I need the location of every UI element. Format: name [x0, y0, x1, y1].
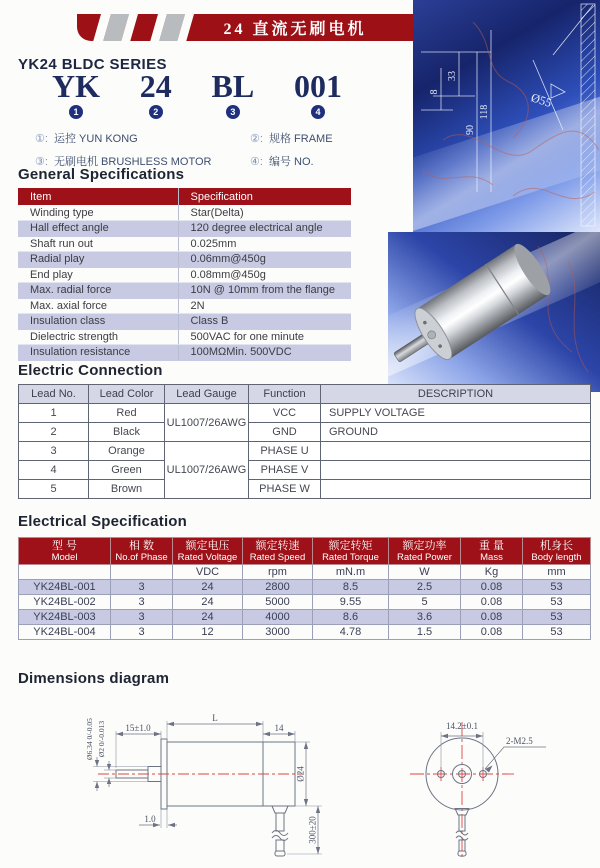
value-cell: 8.5: [313, 580, 389, 595]
column-header: 额定电压 Rated Voltage: [173, 538, 243, 565]
spec-item: Hall effect angle: [18, 221, 178, 237]
table-header-row: [18, 188, 351, 205]
dim-body-dia: Ø24: [295, 766, 306, 782]
dimensions-drawing: [0, 695, 600, 868]
column-header: 机身长 Body length: [523, 538, 591, 565]
value-cell: 2800: [243, 580, 313, 595]
column-header: Lead Color: [89, 385, 165, 404]
motor-spec-row: [19, 595, 591, 610]
value-cell: 8.6: [313, 610, 389, 625]
decor-dim-label: 33: [447, 71, 458, 81]
general-spec-row: [18, 298, 351, 314]
unit-cell: mN.m: [313, 565, 389, 580]
column-header: 型 号 Model: [19, 538, 111, 565]
value-cell: 53: [523, 625, 591, 640]
lead-function: PHASE W: [249, 480, 321, 499]
legend-number: ②:: [250, 133, 263, 145]
value-cell: 53: [523, 610, 591, 625]
column-header: Function: [249, 385, 321, 404]
model-cell: YK24BL-003: [19, 610, 111, 625]
decor-dim-label: Ø55: [529, 90, 554, 110]
legend-number: ①:: [35, 133, 48, 145]
model-part: [212, 70, 255, 119]
column-header: Lead Gauge: [165, 385, 249, 404]
dim-body-length: L: [212, 713, 218, 723]
spec-value: Class B: [178, 314, 351, 330]
model-part: [52, 70, 100, 119]
legend-item: [35, 130, 250, 146]
legend-number: ④:: [250, 156, 263, 168]
motor-spec-row: [19, 625, 591, 640]
lead-function: GND: [249, 423, 321, 442]
motor-spec-row: [19, 610, 591, 625]
spec-value: Star(Delta): [178, 205, 351, 221]
decor-dim-label: 118: [479, 104, 490, 120]
electric-connection-table: [18, 384, 591, 499]
lead-no: 1: [19, 404, 89, 423]
legend-en: BRUSHLESS MOTOR: [101, 156, 212, 168]
spec-value: 120 degree electrical angle: [178, 221, 351, 237]
general-spec-row: [18, 345, 351, 361]
legend-en: NO.: [294, 156, 314, 168]
spec-value: 0.06mm@450g: [178, 252, 351, 268]
column-header: Item: [18, 188, 178, 205]
legend-item: [250, 130, 395, 146]
column-header: Lead No.: [19, 385, 89, 404]
column-header: 相 数 No.of Phase: [111, 538, 173, 565]
lead-no: 3: [19, 442, 89, 461]
value-cell: 3: [111, 580, 173, 595]
model-part-text: BL: [211, 68, 255, 104]
general-specifications-heading: General Specifications: [18, 166, 185, 183]
legend-cn: 运控: [53, 133, 76, 145]
dim-shaft-length: 15±1.0: [125, 723, 151, 733]
value-cell: 24: [173, 595, 243, 610]
lead-no: 2: [19, 423, 89, 442]
column-header: DESCRIPTION: [321, 385, 591, 404]
table-header-row: [19, 538, 591, 565]
value-cell: 3: [111, 625, 173, 640]
unit-cell: rpm: [243, 565, 313, 580]
lead-color: Green: [89, 461, 165, 480]
value-cell: 0.08: [461, 625, 523, 640]
lead-description: [321, 442, 591, 461]
dimensions-heading: Dimensions diagram: [18, 670, 170, 687]
spec-value: 2N: [178, 298, 351, 314]
motor-photo: [388, 232, 600, 392]
blueprint-drawing: [413, 0, 600, 232]
value-cell: 3: [111, 595, 173, 610]
model-cell: YK24BL-002: [19, 595, 111, 610]
dim-rear-length: 14: [274, 723, 284, 733]
spec-item: Max. radial force: [18, 283, 178, 299]
spec-item: Max. axial force: [18, 298, 178, 314]
spec-item: Shaft run out: [18, 236, 178, 252]
motor-photo-drawing: [388, 232, 600, 392]
model-code: [52, 70, 342, 119]
dim-shaft-dia-large: Ø6.34 0/-0.05: [85, 718, 94, 760]
general-spec-row: [18, 283, 351, 299]
lead-color: Red: [89, 404, 165, 423]
model-cell: YK24BL-004: [19, 625, 111, 640]
column-header: 额定功率 Rated Power: [389, 538, 461, 565]
dim-mounting-holes: 2-M2.5: [506, 736, 533, 746]
lead-function: VCC: [249, 404, 321, 423]
unit-cell: [19, 565, 111, 580]
lead-color: Orange: [89, 442, 165, 461]
general-specifications-table: [18, 188, 351, 361]
value-cell: 1.5: [389, 625, 461, 640]
spec-value: 100MΩMin. 500VDC: [178, 345, 351, 361]
value-cell: 9.55: [313, 595, 389, 610]
spec-item: Dielectric strength: [18, 329, 178, 345]
general-spec-row: [18, 205, 351, 221]
spec-item: Winding type: [18, 205, 178, 221]
value-cell: 3.6: [389, 610, 461, 625]
dim-shaft-dia-small: Ø2 0/-0.013: [97, 720, 106, 758]
model-badge: 3: [226, 105, 240, 119]
dim-flange-thickness: 1.0: [144, 814, 156, 824]
legend-cn: 规格: [268, 133, 291, 145]
dim-hole-spacing: 14.2±0.1: [446, 721, 478, 731]
spec-value: 0.08mm@450g: [178, 267, 351, 283]
page-banner: [77, 14, 413, 41]
value-cell: 2.5: [389, 580, 461, 595]
decor-dim-label: 90: [465, 125, 476, 135]
general-spec-row: [18, 314, 351, 330]
electric-connection-heading: Electric Connection: [18, 362, 163, 379]
lead-row: [19, 480, 591, 499]
model-badge: 2: [149, 105, 163, 119]
model-badge: 1: [69, 105, 83, 119]
table-header-row: [19, 385, 591, 404]
lead-function: PHASE U: [249, 442, 321, 461]
value-cell: 0.08: [461, 580, 523, 595]
lead-no: 5: [19, 480, 89, 499]
spec-value: 10N @ 10mm from the flange: [178, 283, 351, 299]
column-header: 额定转速 Rated Speed: [243, 538, 313, 565]
model-part-text: 001: [293, 68, 342, 104]
value-cell: 24: [173, 580, 243, 595]
model-part-text: YK: [52, 68, 100, 104]
motor-spec-row: [19, 580, 591, 595]
value-cell: 0.08: [461, 610, 523, 625]
spec-item: Insulation resistance: [18, 345, 178, 361]
unit-cell: mm: [523, 565, 591, 580]
units-row: [19, 565, 591, 580]
value-cell: 5000: [243, 595, 313, 610]
general-spec-row: [18, 221, 351, 237]
column-header: 额定转矩 Rated Torque: [313, 538, 389, 565]
model-cell: YK24BL-001: [19, 580, 111, 595]
series-title: YK24 BLDC SERIES: [18, 56, 167, 73]
lead-row: [19, 404, 591, 423]
model-legend: [35, 130, 395, 169]
lead-description: [321, 480, 591, 499]
lead-gauge: UL1007/26AWG: [165, 442, 249, 499]
legend-cn: 编号: [268, 156, 291, 168]
model-part: [140, 70, 172, 119]
lead-function: PHASE V: [249, 461, 321, 480]
lead-description: SUPPLY VOLTAGE: [321, 404, 591, 423]
spec-item: Insulation class: [18, 314, 178, 330]
lead-row: [19, 423, 591, 442]
blueprint-decor-panel: [413, 0, 600, 232]
value-cell: 53: [523, 580, 591, 595]
unit-cell: Kg: [461, 565, 523, 580]
lead-color: Black: [89, 423, 165, 442]
dimension-labels: [85, 713, 533, 844]
lead-description: [321, 461, 591, 480]
spec-value: 500VAC for one minute: [178, 329, 351, 345]
dimension-lines: [97, 724, 546, 854]
value-cell: 4.78: [313, 625, 389, 640]
lead-color: Brown: [89, 480, 165, 499]
general-spec-row: [18, 236, 351, 252]
general-spec-row: [18, 329, 351, 345]
lead-gauge: UL1007/26AWG: [165, 404, 249, 442]
unit-cell: VDC: [173, 565, 243, 580]
general-spec-row: [18, 267, 351, 283]
legend-number: ③:: [35, 156, 48, 168]
legend-en: YUN KONG: [79, 133, 138, 145]
value-cell: 4000: [243, 610, 313, 625]
model-part-text: 24: [139, 68, 172, 104]
value-cell: 53: [523, 595, 591, 610]
column-header: 重 量 Mass: [461, 538, 523, 565]
legend-cn: 无刷电机: [53, 156, 98, 168]
value-cell: 3: [111, 610, 173, 625]
lead-row: [19, 461, 591, 480]
legend-item: [250, 153, 395, 169]
value-cell: 12: [173, 625, 243, 640]
decor-dim-label: 8: [429, 89, 440, 95]
electrical-specification-heading: Electrical Specification: [18, 513, 188, 530]
extension-lines: [93, 721, 483, 854]
banner-title: 24 直流无刷电机: [223, 21, 367, 38]
value-cell: 5: [389, 595, 461, 610]
dim-wire-length: 300±20: [307, 816, 318, 844]
model-badge: 4: [311, 105, 325, 119]
spec-value: 0.025mm: [178, 236, 351, 252]
unit-cell: [111, 565, 173, 580]
electrical-specification-table: [18, 537, 591, 640]
value-cell: 3000: [243, 625, 313, 640]
lead-row: [19, 442, 591, 461]
column-header: Specification: [178, 188, 351, 205]
value-cell: 0.08: [461, 595, 523, 610]
general-spec-row: [18, 252, 351, 268]
value-cell: 24: [173, 610, 243, 625]
lead-no: 4: [19, 461, 89, 480]
side-view-outline: [116, 739, 295, 856]
lead-description: GROUND: [321, 423, 591, 442]
model-part: [294, 70, 342, 119]
spec-item: End play: [18, 267, 178, 283]
unit-cell: W: [389, 565, 461, 580]
spec-item: Radial play: [18, 252, 178, 268]
legend-en: FRAME: [294, 133, 333, 145]
